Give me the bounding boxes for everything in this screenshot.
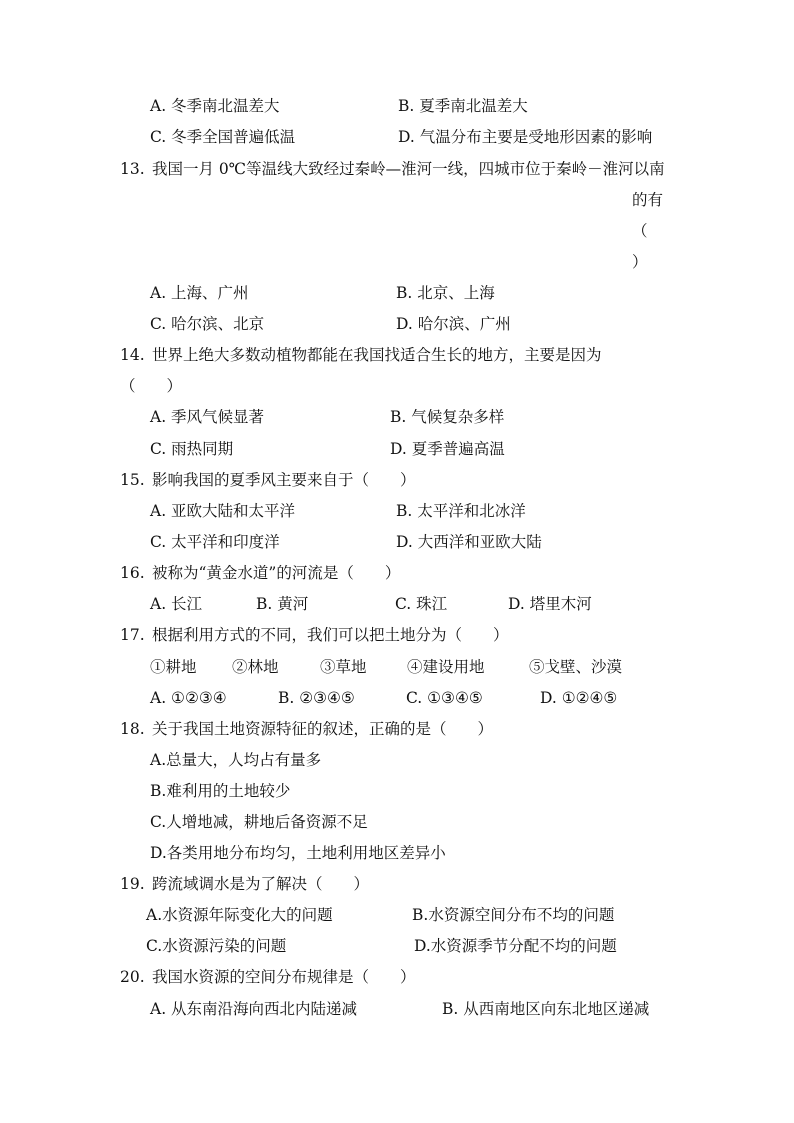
- q15-option-b: B. 太平洋和北冰洋: [396, 502, 526, 520]
- question-stem: 关于我国土地资源特征的叙述，正确的是（ ）: [152, 720, 494, 738]
- q12-option-d: D. 气温分布主要是受地形因素的影响: [398, 128, 653, 146]
- q19-option-a: A.水资源年际变化大的问题: [146, 906, 333, 924]
- q17-option-b: B. ②③④⑤: [278, 689, 355, 707]
- question-stem: 被称为“黄金水道”的河流是（ ）: [152, 564, 401, 582]
- q18-option-a: A.总量大，人均占有量多: [150, 751, 322, 769]
- q17-item-1: ①耕地: [150, 658, 197, 676]
- q19-option-d: D.水资源季节分配不均的问题: [414, 937, 617, 955]
- q13-option-c: C. 哈尔滨、北京: [150, 315, 265, 333]
- q14-option-d: D. 夏季普遍高温: [390, 440, 505, 458]
- q17-item-3: ③草地: [320, 658, 367, 676]
- q16-option-d: D. 塔里木河: [508, 595, 592, 613]
- question-stem: 我国水资源的空间分布规律是（ ）: [152, 968, 416, 986]
- q17-option-d: D. ①②④⑤: [540, 689, 618, 707]
- q19-option-b: B.水资源空间分布不均的问题: [412, 906, 615, 924]
- q20-option-b: B. 从西南地区向东北地区递减: [442, 1000, 650, 1018]
- q15-option-c: C. 太平洋和印度洋: [150, 533, 280, 551]
- q18-option-b: B.难利用的土地较少: [150, 782, 291, 800]
- q12-option-a: A. 冬季南北温差大: [150, 97, 280, 115]
- q12-option-b: B. 夏季南北温差大: [398, 97, 528, 115]
- q17-option-c: C. ①③④⑤: [406, 689, 483, 707]
- answer-paren: （ ）: [120, 377, 183, 395]
- q13-option-d: D. 哈尔滨、广州: [396, 315, 511, 333]
- question-stem: 世界上绝大多数动植物都能在我国找适合生长的地方，主要是因为: [152, 346, 602, 364]
- question-stem-continued: 的有: [632, 191, 664, 209]
- question-stem: 影响我国的夏季风主要来自于（ ）: [152, 471, 416, 489]
- question-number: 17.: [120, 626, 145, 644]
- q13-option-b: B. 北京、上海: [396, 284, 495, 302]
- q14-option-b: B. 气候复杂多样: [390, 408, 505, 426]
- q17-item-4: ④建设用地: [407, 658, 485, 676]
- q17-option-a: A. ①②③④: [150, 689, 227, 707]
- q14-option-c: C. 雨热同期: [150, 440, 234, 458]
- q16-option-b: B. 黄河: [256, 595, 309, 613]
- question-number: 13.: [120, 160, 145, 178]
- q15-option-a: A. 亚欧大陆和太平洋: [150, 502, 296, 520]
- q17-item-2: ②林地: [232, 658, 279, 676]
- question-number: 16.: [120, 564, 145, 582]
- q18-option-d: D.各类用地分布均匀，土地利用地区差异小: [150, 844, 446, 862]
- question-number: 19.: [120, 875, 145, 893]
- q18-option-c: C.人增地减，耕地后备资源不足: [150, 813, 368, 831]
- q16-option-c: C. 珠江: [395, 595, 448, 613]
- question-number: 14.: [120, 346, 145, 364]
- q15-option-d: D. 大西洋和亚欧大陆: [396, 533, 542, 551]
- question-stem: 跨流域调水是为了解决（ ）: [152, 875, 370, 893]
- q12-option-c: C. 冬季全国普遍低温: [150, 128, 296, 146]
- question-stem: 我国一月 0℃等温线大致经过秦岭—淮河一线，四城市位于秦岭－淮河以南: [152, 160, 665, 178]
- q14-option-a: A. 季风气候显著: [150, 408, 265, 426]
- q17-item-5: ⑤戈壁、沙漠: [529, 658, 623, 676]
- answer-paren-open: （: [632, 222, 648, 240]
- q19-option-c: C.水资源污染的问题: [146, 937, 287, 955]
- answer-paren-close: ）: [632, 253, 648, 271]
- q16-option-a: A. 长江: [150, 595, 203, 613]
- question-number: 15.: [120, 471, 145, 489]
- question-number: 20.: [120, 968, 145, 986]
- q13-option-a: A. 上海、广州: [150, 284, 249, 302]
- question-stem: 根据利用方式的不同，我们可以把土地分为（ ）: [152, 626, 509, 644]
- q20-option-a: A. 从东南沿海向西北内陆递减: [150, 1000, 358, 1018]
- question-number: 18.: [120, 720, 145, 738]
